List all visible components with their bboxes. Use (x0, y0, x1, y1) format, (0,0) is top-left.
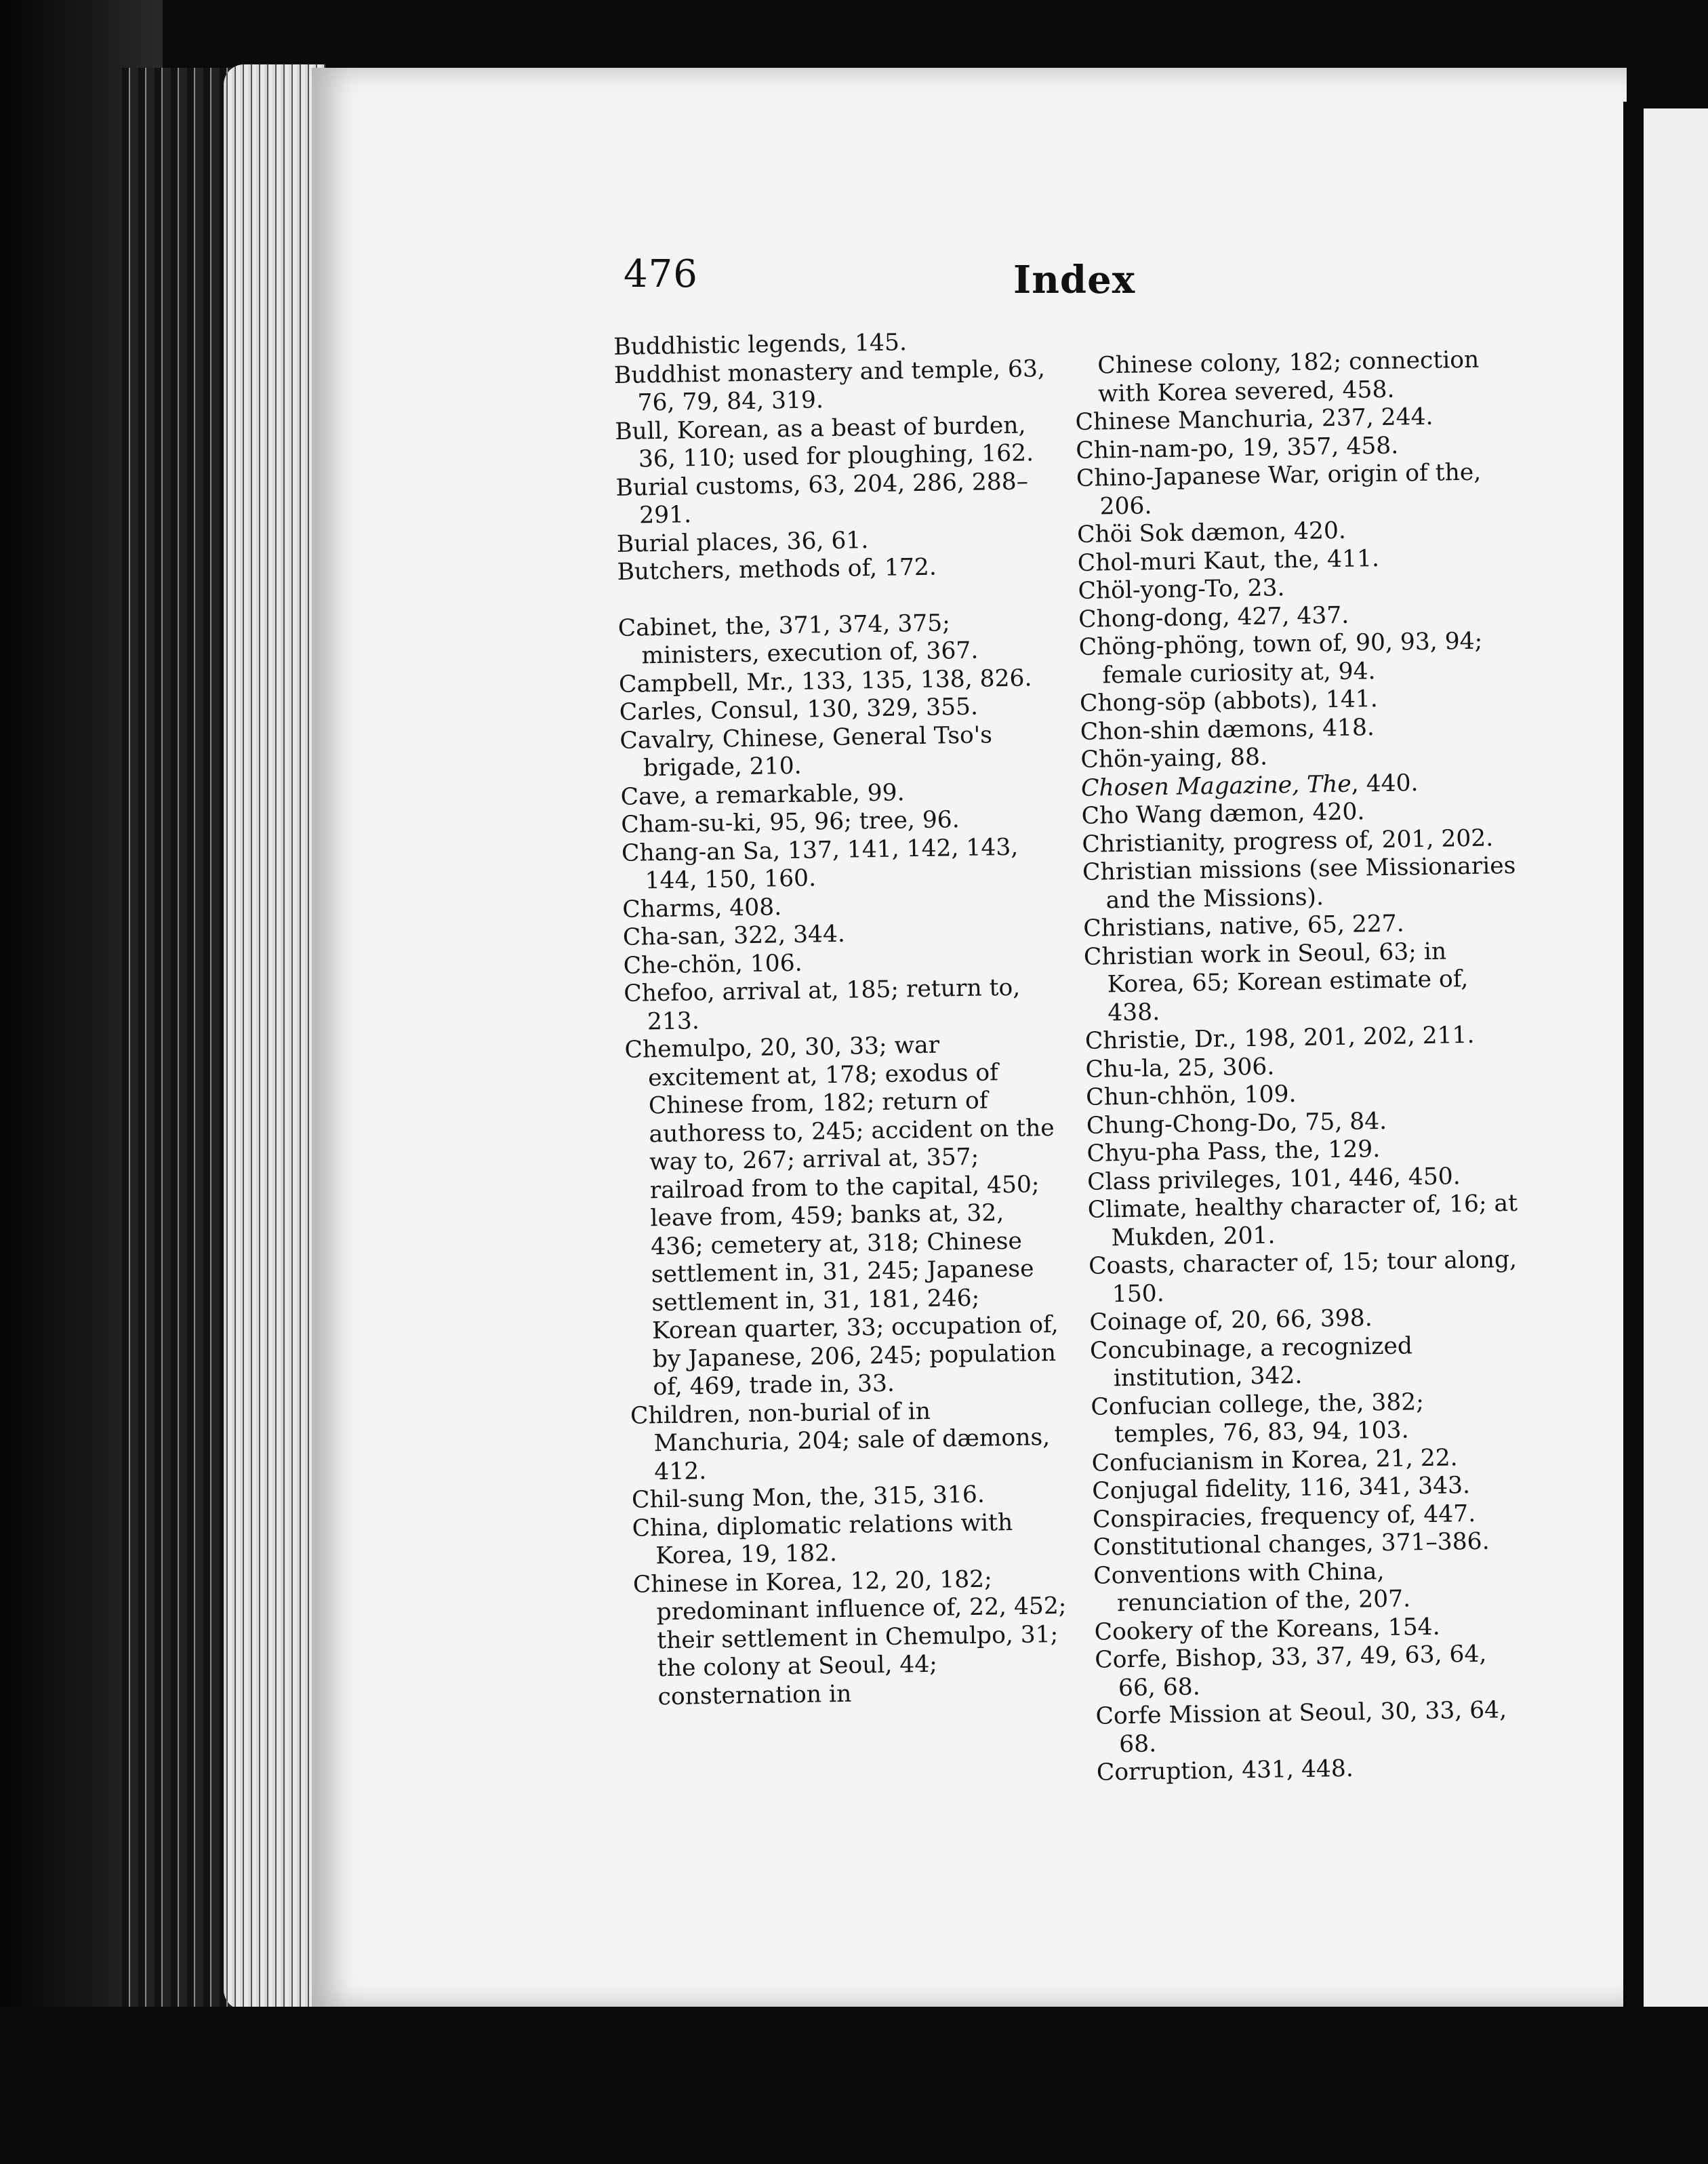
running-head: Index (1013, 258, 1136, 302)
index-entry: Burial places, 36, 61. (616, 526, 869, 558)
index-entry: Children, non-burial of in Manchuria, 204; sale of dæmons, 412. (630, 1397, 1051, 1485)
index-entry: Butchers, methods of, 172. (617, 553, 937, 586)
index-entry: Cham-su-ki, 95, 96; tree, 96. (621, 806, 960, 839)
index-entry: Corfe Mission at Seoul, 30, 33, 64, 68. (1095, 1696, 1507, 1758)
index-entry: Chong-söp (abbots), 141. (1079, 685, 1379, 717)
index-entry: Corfe, Bishop, 33, 37, 49, 63, 64, 66, 68. (1094, 1640, 1487, 1702)
italic-title: Chosen Magazine, The (1080, 770, 1352, 802)
index-entry: Burial customs, 63, 204, 286, 288–291. (615, 467, 1029, 529)
index-entry: Christie, Dr., 198, 201, 202, 211. (1084, 1021, 1475, 1055)
page-number: 476 (624, 252, 698, 296)
index-entry: Buddhist monastery and temple, 63, 76, 79, 84, 319. (613, 355, 1046, 417)
index-entry: Che-chön, 106. (623, 949, 802, 980)
index-entry: Chemulpo, 20, 30, 33; war excitement at, 178; exodus of Chinese from, 182; return of authoress to, 245; accident on the way to, 267; arrival at, 357; railroad from to the capital, 450; leave from, 459; banks at, 32, 436; cemetery at, 318; Chinese settlement in, 31, 245; Japanese settlement in, 31, 181, 246; Korean quarter, 33; occupation of, by Japanese, 206, 245; population of, 469, trade in, 33. (624, 1031, 1059, 1401)
index-entry: Christian work in Seoul, 63; in Korea, 65; Korean estimate of, 438. (1083, 937, 1469, 1026)
index-entry: Conjugal fidelity, 116, 341, 343. (1092, 1472, 1471, 1505)
index-entry: Chil-sung Mon, the, 315, 316. (631, 1481, 985, 1514)
index-entry: Chöl-yong-To, 23. (1078, 574, 1285, 605)
index-entry: Chu-la, 25, 306. (1085, 1052, 1275, 1083)
page-gutter-shadow (1623, 102, 1644, 2034)
index-entry: Chyu-pha Pass, the, 129. (1086, 1136, 1381, 1167)
index-entry: Confucian college, the, 382; temples, 76, 83, 94, 103. (1091, 1388, 1425, 1449)
index-entry: Chon-shin dæmons, 418. (1080, 713, 1375, 746)
index-entry: Conventions with China, renunciation of the, 207. (1093, 1557, 1411, 1618)
index-entry: Corruption, 431, 448. (1096, 1755, 1354, 1786)
index-entry: Chino-Japanese War, origin of the, 206. (1076, 458, 1482, 520)
index-entry: China, diplomatic relations with Korea, 19, 182. (632, 1508, 1013, 1570)
index-entry: Chön-yaing, 88. (1080, 743, 1268, 774)
index-entry: Cho Wang dæmon, 420. (1081, 798, 1365, 830)
index-entry: Chöi Sok dæmon, 420. (1076, 517, 1347, 548)
index-entry: Coinage of, 20, 66, 398. (1089, 1304, 1372, 1336)
index-entry: Concubinage, a recognized institution, 342. (1089, 1331, 1413, 1392)
index-entry: Cookery of the Koreans, 154. (1094, 1613, 1440, 1646)
index-entry: Coasts, character of, 15; tour along, 150. (1088, 1245, 1518, 1308)
index-entry: Buddhistic legends, 145. (613, 329, 908, 361)
index-entry: Christians, native, 65, 227. (1083, 910, 1404, 942)
scan-background-bottom (0, 2007, 1708, 2164)
index-entry: Constitutional changes, 371–386. (1093, 1527, 1490, 1561)
index-entry: Chung-Chong-Do, 75, 84. (1086, 1107, 1387, 1140)
index-entry: Chol-muri Kaut, the, 411. (1077, 544, 1380, 577)
index-entry: Carles, Consul, 130, 329, 355. (619, 693, 979, 726)
index-entry: Conspiracies, frequency of, 447. (1092, 1500, 1476, 1534)
index-entry: Chöng-phöng, town of, 90, 93, 94; female curiosity at, 94. (1078, 627, 1483, 689)
index-entry: Chinese Manchuria, 237, 244. (1075, 403, 1434, 436)
index-column-left (613, 327, 1069, 1712)
page-edges (224, 64, 325, 2010)
index-entry: Chefoo, arrival at, 185; return to, 213. (623, 974, 1021, 1035)
index-entry: Chun-chhön, 109. (1085, 1080, 1297, 1111)
index-entry: Cavalry, Chinese, General Tso's brigade, 210. (619, 721, 993, 782)
italic-entry-pages: , 440. (1351, 769, 1419, 798)
index-entry: Chinese in Korea, 12, 20, 182; predominant influence of, 22, 452; their settlement in Chemulpo, 31; the colony at Seoul, 44; consternation in (632, 1565, 1067, 1710)
index-entry: Christianity, progress of, 201, 202. (1082, 824, 1494, 858)
index-entry: Cha-san, 322, 344. (622, 920, 846, 951)
index-entry: Campbell, Mr., 133, 135, 138, 826. (618, 664, 1032, 698)
index-entry: Christian missions (see Missionaries and the Missions). (1082, 851, 1516, 914)
index-entry: Charms, 408. (622, 893, 782, 923)
index-entry: Confucianism in Korea, 21, 22. (1091, 1443, 1458, 1477)
index-entry: Class privileges, 101, 446, 450. (1086, 1162, 1461, 1196)
index-entry: Bull, Korean, as a beast of burden, 36, 110; used for ploughing, 162. (614, 411, 1034, 473)
index-entry: Chin-nam-po, 19, 357, 458. (1075, 432, 1399, 464)
index-entry: Cabinet, the, 371, 374, 375; ministers, execution of, 367. (617, 609, 979, 670)
index-column-right (1074, 346, 1530, 1787)
index-entry-continuation: Chinese colony, 182; connection with Korea severed, 458. (1097, 346, 1480, 407)
facing-page-edge (1644, 108, 1708, 2034)
index-entry: Climate, healthy character of, 16; at Mukden, 201. (1087, 1189, 1518, 1251)
index-entry: Chang-an Sa, 137, 141, 142, 143, 144, 150, 160. (621, 833, 1019, 895)
index-entry: Chong-dong, 427, 437. (1078, 601, 1349, 633)
index-entry: Cave, a remarkable, 99. (620, 778, 905, 811)
